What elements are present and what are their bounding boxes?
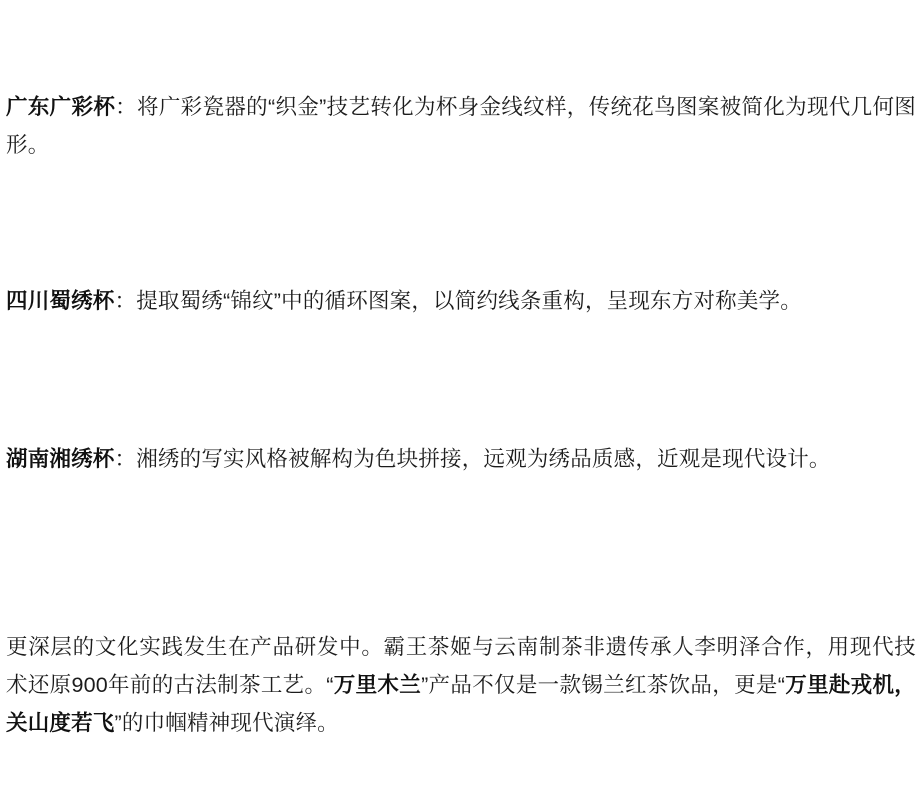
closing-paragraph — [6, 628, 916, 742]
closing-text-part1: 更深层的文化实践发生在产品研发中。霸王茶姬与云南制茶非遗传承人李明泽合作，用现代技术还原900年前的古法制茶工艺。“ — [6, 634, 916, 697]
closing-emphasis-product: 万里木兰 — [333, 672, 422, 697]
section-lead-sichuan: 四川蜀绣杯 — [6, 289, 115, 313]
section-gap-2 — [6, 320, 916, 440]
section-separator-sichuan: ： — [114, 289, 137, 313]
section-gap-1 — [6, 164, 916, 282]
closing-text-part2: ”产品不仅是一款锡兰红茶饮品，更是“ — [421, 672, 786, 697]
section-body-guangdong: 将广彩瓷器的“织金”技艺转化为杯身金线纹样，传统花鸟图案被简化为现代几何图形。 — [6, 95, 916, 157]
section-paragraph-hunan — [6, 440, 916, 478]
section-body-sichuan: 提取蜀绣“锦纹”中的循环图案，以简约线条重构，呈现东方对称美学。 — [136, 289, 802, 313]
section-lead-hunan: 湖南湘绣杯 — [6, 447, 115, 471]
section-body-hunan: 湘绣的写实风格被解构为色块拼接，远观为绣品质感，近观是现代设计。 — [136, 447, 831, 471]
section-paragraph-guangdong — [6, 88, 916, 164]
closing-text-part3: ”的巾帼精神现代演绎。 — [114, 710, 339, 735]
section-paragraph-sichuan — [6, 282, 916, 320]
closing-emphasis-verse: 万里赴戎机，关山度若飞 — [6, 672, 917, 735]
section-separator-hunan: ： — [114, 447, 137, 471]
top-spacer — [6, 0, 916, 88]
section-separator-guangdong: ： — [115, 95, 138, 119]
section-lead-guangdong: 广东广彩杯 — [6, 95, 116, 119]
section-gap-3 — [6, 478, 916, 606]
